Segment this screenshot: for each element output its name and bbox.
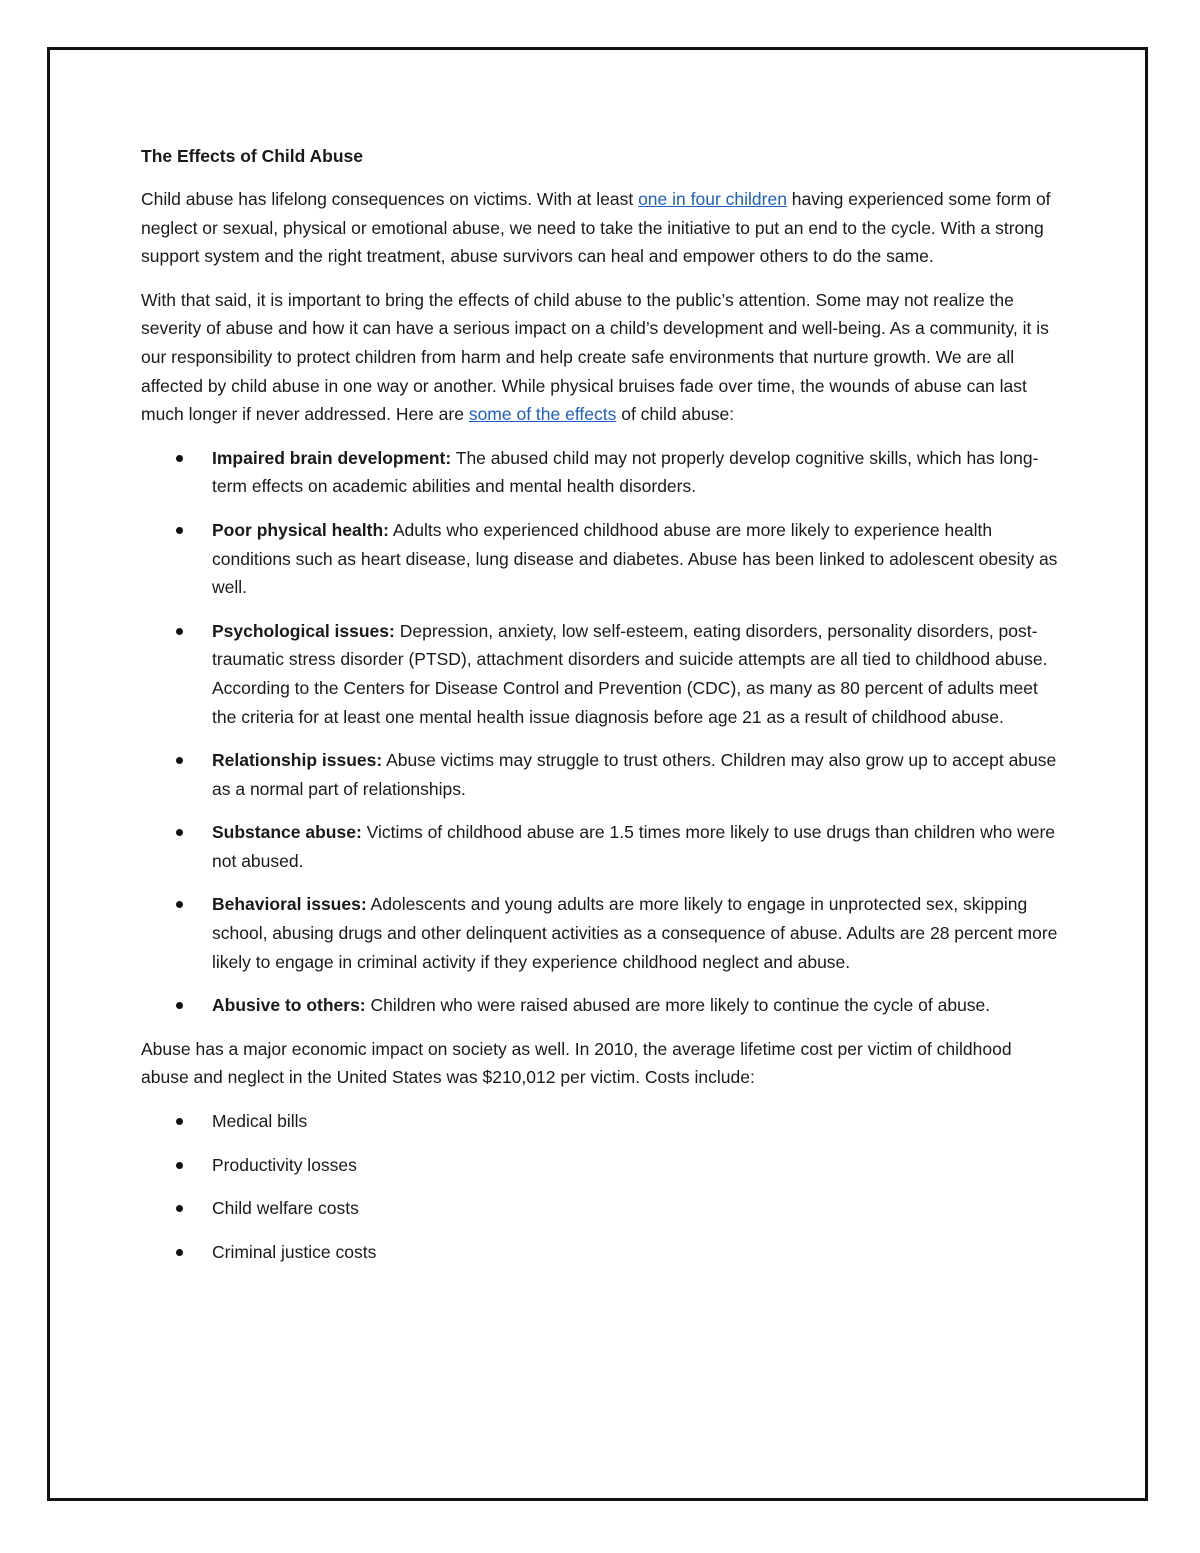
list-item	[141, 991, 1061, 1020]
effect-term: Relationship issues:	[212, 750, 383, 771]
effect-term: Substance abuse:	[212, 822, 362, 843]
effect-term: Psychological issues:	[212, 620, 395, 641]
effect-term: Behavioral issues:	[212, 894, 367, 915]
economic-impact-paragraph: Abuse has a major economic impact on society as well. In 2010, the average lifetime cost per victim of childhood abuse and neglect in the United States was $210,012 per victim. Costs include:	[141, 1038, 1012, 1088]
effect-term: Abusive to others:	[212, 995, 366, 1016]
list-item: Productivity losses	[141, 1151, 1061, 1180]
effect-description: Adolescents and young adults are more likely to engage in unprotected sex, skipping school, abusing drugs and other delinquent activities as a consequence of abuse. Adults are 28 percent more likely to engage in criminal activity if they experience childhood neglect and abuse.	[212, 894, 1058, 972]
list-item	[141, 818, 1061, 875]
effects-intro-text-end: of child abuse:	[616, 404, 735, 425]
document-body	[141, 142, 1061, 1281]
effects-list	[141, 444, 1061, 1020]
effects-intro-text-start: With that said, it is important to bring the effects of child abuse to the public’s attention. Some may not realize the severity of abuse and how it can have a serious impact on a child’s development and well-being. As a community, it is our responsibility to protect children from harm and help create safe environments that nurture growth. We are all affected by child abuse in one way or another. While physical bruises fade over time, the wounds of abuse can last much longer if never addressed. Here are	[141, 289, 1049, 425]
intro-paragraph	[141, 185, 1061, 271]
list-item: Child welfare costs	[141, 1194, 1061, 1223]
some-of-the-effects-link[interactable]: some of the effects	[468, 404, 617, 425]
effect-term: Impaired brain development:	[212, 447, 452, 468]
document-title: The Effects of Child Abuse	[141, 146, 364, 166]
intro-text-start: Child abuse has lifelong consequences on victims. With at least	[141, 189, 639, 209]
one-in-four-children-link[interactable]: one in four children	[638, 189, 787, 209]
list-item	[141, 746, 1061, 803]
list-item: Criminal justice costs	[141, 1238, 1061, 1267]
list-item	[141, 516, 1061, 602]
effect-description: Children who were raised abused are more likely to continue the cycle of abuse.	[365, 995, 991, 1016]
effect-description: Victims of childhood abuse are 1.5 times more likely to use drugs than children who were not abused.	[212, 822, 1056, 871]
effect-description: Depression, anxiety, low self-esteem, eating disorders, personality disorders, post-traumatic stress disorder (PTSD), attachment disorders and suicide attempts are all tied to childhood abuse. According to the Centers for Disease Control and Prevention (CDC), as many as 80 percent of adults meet the criteria for at least one mental health issue diagnosis before age 21 as a result of childhood abuse.	[212, 620, 1048, 727]
costs-list	[141, 1107, 1061, 1266]
intro-text-end: having experienced some form of neglect or sexual, physical or emotional abuse, we need to take the initiative to put an end to the cycle. With a strong support system and the right treatment, abuse survivors can heal and empower others to do the same.	[141, 189, 1051, 267]
list-item	[141, 444, 1061, 501]
list-item	[141, 617, 1061, 731]
effect-description: The abused child may not properly develop cognitive skills, which has long-term effects on academic abilities and mental health disorders.	[212, 447, 1039, 497]
effect-description: Abuse victims may struggle to trust others. Children may also grow up to accept abuse as a normal part of relationships.	[212, 750, 1057, 799]
list-item	[141, 890, 1061, 976]
effect-term: Poor physical health:	[212, 519, 389, 540]
effect-description: Adults who experienced childhood abuse are more likely to experience health conditions such as heart disease, lung disease and diabetes. Abuse has been linked to adolescent obesity as well.	[212, 519, 1058, 598]
effects-intro-paragraph	[141, 286, 1061, 429]
list-item: Medical bills	[141, 1107, 1061, 1136]
